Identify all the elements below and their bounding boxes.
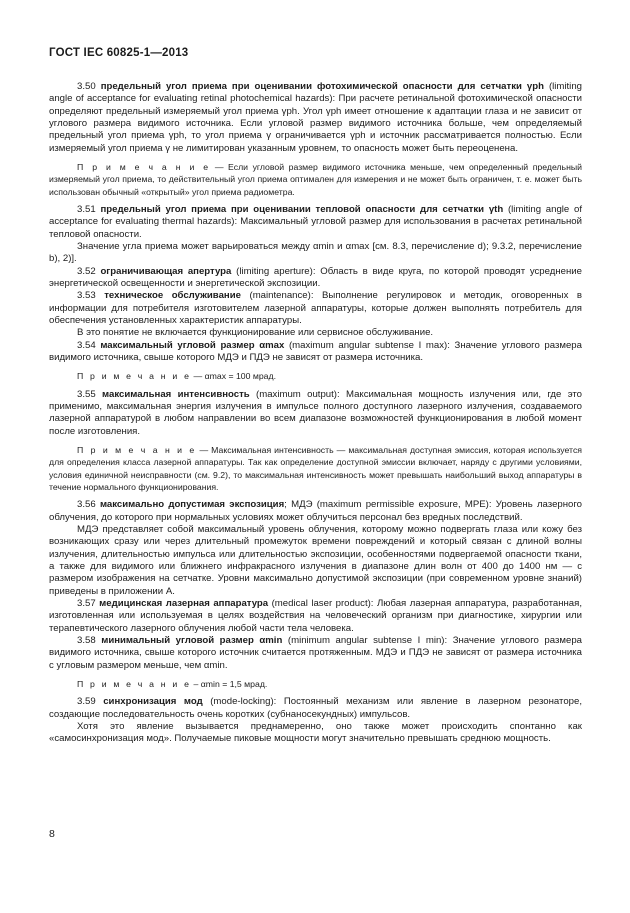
note-label: П р и м е ч а н и е	[77, 162, 211, 173]
clause-3-57	[49, 598, 582, 635]
clause-3-59-paragraph: Хотя это явление вызывается преднамеренно, оно также может происходить спонтанно как «самосинхронизация мод». Получаемые пиковые мощности могут значительно превышать среднюю мощность.	[49, 721, 582, 745]
note-label: П р и м е ч а н и е	[77, 371, 192, 382]
clause-term: техническое обслуживание	[104, 290, 241, 302]
note-text: — Максимальная интенсивность — максимальная доступная эмиссия, которая используется для определения класса лазерной аппаратуры. Так как определение доступной эмиссии включает, наряду с другими условиями, условия единичной неисправности (см. 9.2), то максимальная интенсивность может превышать наибольший выход аппаратуры в течение нормального функционирования.	[49, 445, 582, 492]
note-text: – αmin = 1,5 мрад.	[191, 679, 268, 690]
clause-3-51-paragraph: Значение угла приема может варьироваться между αmin и αmax [см. 8.3, перечисление d); 9.3.2, перечисление b), 2)].	[49, 240, 582, 265]
clause-text: (maintenance): Выполнение регулировок и методик, оговоренных в информации для потребителя изготовителем лазерной аппаратуры, которые должен выполнять потребитель для обеспечения установленных характеристик аппаратуры.	[49, 290, 582, 327]
clause-3-55	[49, 389, 582, 438]
clause-text: (limiting aperture): Область в виде круга, по которой проводят усреднение энергетической освещенности и энергетической экспозиции.	[49, 265, 582, 290]
document-body	[49, 81, 582, 746]
document-header: ГОСТ IEC 60825-1—2013	[49, 47, 189, 59]
clause-term: предельный угол приема при оценивании тепловой опасности для сетчатки γth	[100, 203, 504, 215]
clause-number: 3.59	[77, 696, 96, 708]
clause-text: (limiting angle of acceptance for evaluating thermal hazards): Максимальный угловой размер для использования в расчетах ретинальной тепловой опасности.	[49, 203, 583, 240]
page-number: 8	[49, 828, 55, 840]
clause-text: (medical laser product): Любая лазерная аппаратура, разработанная, изготовленная или используемая в целях воздействия на человеческий организм при диагностике, хирургии или терапевтического лазерного облучения любой части тела человека.	[49, 598, 583, 634]
clause-number: 3.50	[77, 81, 96, 92]
note-label: П р и м е ч а н и е	[77, 679, 192, 690]
clause-3-51	[49, 204, 582, 241]
clause-3-50	[49, 81, 582, 155]
clause-term: медицинская лазерная аппаратура	[99, 598, 269, 610]
note-3-50	[49, 161, 582, 198]
note-text: — αmax = 100 мрад.	[191, 371, 276, 382]
note-3-54	[49, 370, 582, 382]
clause-3-53-paragraph: В это понятие не включается функционирование или сервисное обслуживание.	[77, 327, 434, 339]
clause-number: 3.53	[77, 290, 96, 302]
clause-text: (limiting angle of acceptance for evaluating retinal photochemical hazards): При расчете ретинальной фотохимической опасности определяют предельный измеряемый угол приема γph. Угол γph имеет отношение к адаптации глаза и не зависит от углового размера видимого источника. Если угловой размер видимого источника больше, чем определяемый предельный угол приема γph, то угол приема γ ограничивается γph и источник рассматривается полностью. Если измеряемый угол приема γ не лимитирован указанным уровнем, то опасность может быть переоценена.	[49, 81, 582, 154]
clause-term: максимально допустимая экспозиция	[99, 499, 285, 511]
clause-term: синхронизация мод	[103, 696, 203, 708]
note-3-58	[49, 678, 582, 690]
clause-number: 3.57	[77, 598, 96, 610]
clause-number: 3.55	[77, 388, 96, 400]
clause-text: (maximum output): Максимальная мощность излучения или, где это применимо, максимальная энергия излучения в импульсе полного доступного лазерного излучения, создаваемого лазерной аппаратурой в любом направлении во всем диапазоне возможностей функционирования в любой момент после изготовления.	[49, 388, 582, 437]
clause-term: предельный угол приема при оценивании фотохимической опасности для сетчатки γph	[100, 81, 544, 92]
clause-term: минимальный угловой размер αmin	[101, 635, 283, 647]
clause-term: ограничивающая апертура	[100, 265, 232, 277]
clause-text: (maximum angular subtense I max): Значение углового размера видимого источника, свыше которого МДЭ и ПДЭ не зависят от размера источника.	[49, 339, 582, 364]
clause-3-53	[49, 290, 582, 327]
clause-text: ; МДЭ (maximum permissible exposure, MPE): Уровень лазерного облучения, до которого при нормальных условиях может облучиться персонал без вредных последствий.	[49, 499, 582, 523]
clause-3-52	[49, 266, 582, 291]
clause-number: 3.52	[77, 265, 96, 277]
clause-number: 3.56	[77, 499, 96, 511]
clause-term: максимальная интенсивность	[102, 388, 250, 400]
clause-3-58	[49, 635, 582, 672]
note-label: П р и м е ч а н и е	[77, 445, 197, 456]
clause-number: 3.58	[77, 635, 96, 647]
clause-3-54	[49, 340, 582, 365]
clause-text: (minimum angular subtense I min): Значение углового размера видимого источника, свыше которого источник считается протяженным. МДЭ и ПДЭ не зависят от размера источника с угловым размером меньше, чем αmin.	[49, 635, 582, 671]
note-text: — Если угловой размер видимого источника меньше, чем определенный предельный измеряемый угол приема, то действительный угол приема оптимален для измерения и не может быть ограничен, т. е. может быть использован обычный «открытый» угол приема радиометра.	[49, 162, 582, 197]
clause-3-56	[49, 499, 582, 524]
clause-number: 3.54	[77, 339, 96, 351]
clause-text: (mode-locking): Постоянный механизм или явление в лазерном резонаторе, создающие последовательность очень коротких (субнаносекундных) импульсов.	[49, 696, 582, 720]
clause-3-59	[49, 696, 582, 721]
clause-3-56-paragraph: МДЭ представляет собой максимальный уровень облучения, которому можно подвергать глаза или кожу без возникающих сразу или через длительный промежуток времени повреждений и который связан с длиной волны излучения, длительностью импульса или длительностью экспозиции, особенностями подвергаемой опасности ткани, а также для видимого или ближнего инфракрасного излучения в диапазоне длин волн от 400 до 1400 нм — с размером изображения на сетчатке. Уровни максимально допустимой экспозиции (при современном уровне знаний) приведены в приложении А.	[49, 523, 582, 597]
clause-number: 3.51	[77, 203, 96, 215]
clause-term: максимальный угловой размер αmax	[100, 339, 285, 351]
note-3-55	[49, 444, 582, 493]
